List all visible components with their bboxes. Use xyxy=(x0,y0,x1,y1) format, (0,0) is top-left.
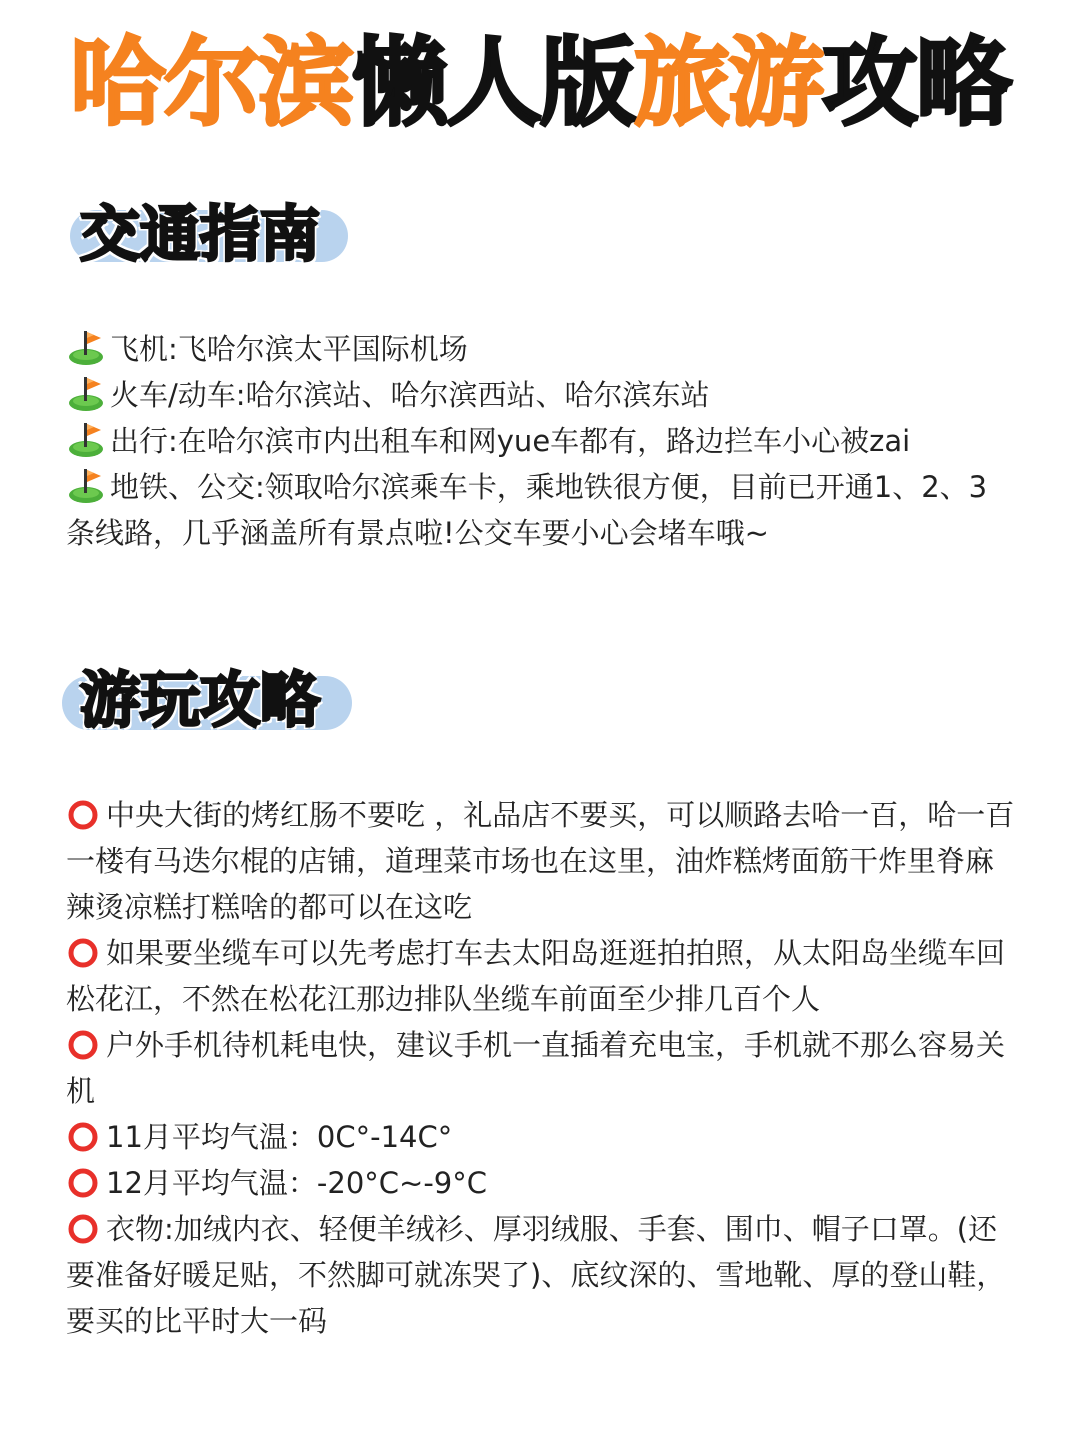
tour-item-text: 12月平均气温：-20°C~-9°C xyxy=(106,1166,487,1200)
transport-list xyxy=(66,326,1016,556)
tour-item-text: 11月平均气温：0C°-14C° xyxy=(106,1120,453,1154)
red-circle-icon xyxy=(68,1027,98,1057)
tour-item xyxy=(66,792,1016,930)
tour-item-text: 衣物:加绒内衣、轻便羊绒衫、厚羽绒服、手套、围巾、帽子口罩。(还要准备好暖足贴，不然脚可就冻哭了)、底纹深的、雪地靴、厚的登山鞋，要买的比平时大一码 xyxy=(66,1212,1006,1338)
tour-heading xyxy=(62,662,362,742)
title-part-guide: 攻略 xyxy=(822,27,1010,139)
tour-heading-label: 游玩攻略 xyxy=(80,666,320,736)
tour-item xyxy=(66,1206,1016,1344)
title-part-travel: 旅游 xyxy=(634,27,822,139)
transport-item xyxy=(66,326,1016,372)
tour-item xyxy=(66,1114,1016,1160)
transport-item xyxy=(66,372,1016,418)
transport-item-text: 飞机:飞哈尔滨太平国际机场 xyxy=(110,332,468,366)
transport-item xyxy=(66,418,1016,464)
red-circle-icon xyxy=(68,1119,98,1149)
title-part-lazy: 懒人版 xyxy=(352,27,634,139)
golf-flag-icon xyxy=(66,421,106,457)
red-circle-icon xyxy=(68,1165,98,1195)
title-part-city: 哈尔滨 xyxy=(70,27,352,139)
golf-flag-icon xyxy=(66,467,106,503)
red-circle-icon xyxy=(68,1211,98,1241)
tour-item xyxy=(66,930,1016,1022)
transport-item-text: 出行:在哈尔滨市内出租车和网yue车都有，路边拦车小心被zai xyxy=(110,424,911,458)
transport-heading xyxy=(62,196,362,276)
transport-item xyxy=(66,464,1016,556)
page-title xyxy=(0,28,1080,138)
transport-heading-label: 交通指南 xyxy=(80,200,320,270)
tour-item-text: 户外手机待机耗电快，建议手机一直插着充电宝，手机就不那么容易关机 xyxy=(66,1028,1006,1108)
red-circle-icon xyxy=(68,935,98,965)
tour-item xyxy=(66,1022,1016,1114)
tour-list xyxy=(66,792,1016,1344)
tour-item xyxy=(66,1160,1016,1206)
tour-item-text: 中央大街的烤红肠不要吃 ，礼品店不要买，可以顺路去哈一百，哈一百一楼有马迭尔棍的店铺，道理菜市场也在这里，油炸糕烤面筋干炸里脊麻辣烫凉糕打糕啥的都可以在这吃 xyxy=(66,798,1015,924)
golf-flag-icon xyxy=(66,329,106,365)
golf-flag-icon xyxy=(66,375,106,411)
red-circle-icon xyxy=(68,797,98,827)
transport-item-text: 火车/动车:哈尔滨站、哈尔滨西站、哈尔滨东站 xyxy=(110,378,710,412)
tour-item-text: 如果要坐缆车可以先考虑打车去太阳岛逛逛拍拍照，从太阳岛坐缆车回松花江，不然在松花江那边排队坐缆车前面至少排几百个人 xyxy=(66,936,1006,1016)
transport-item-text: 地铁、公交:领取哈尔滨乘车卡，乘地铁很方便，目前已开通1、2、3条线路，几乎涵盖所有景点啦!公交车要小心会堵车哦~ xyxy=(66,470,988,550)
